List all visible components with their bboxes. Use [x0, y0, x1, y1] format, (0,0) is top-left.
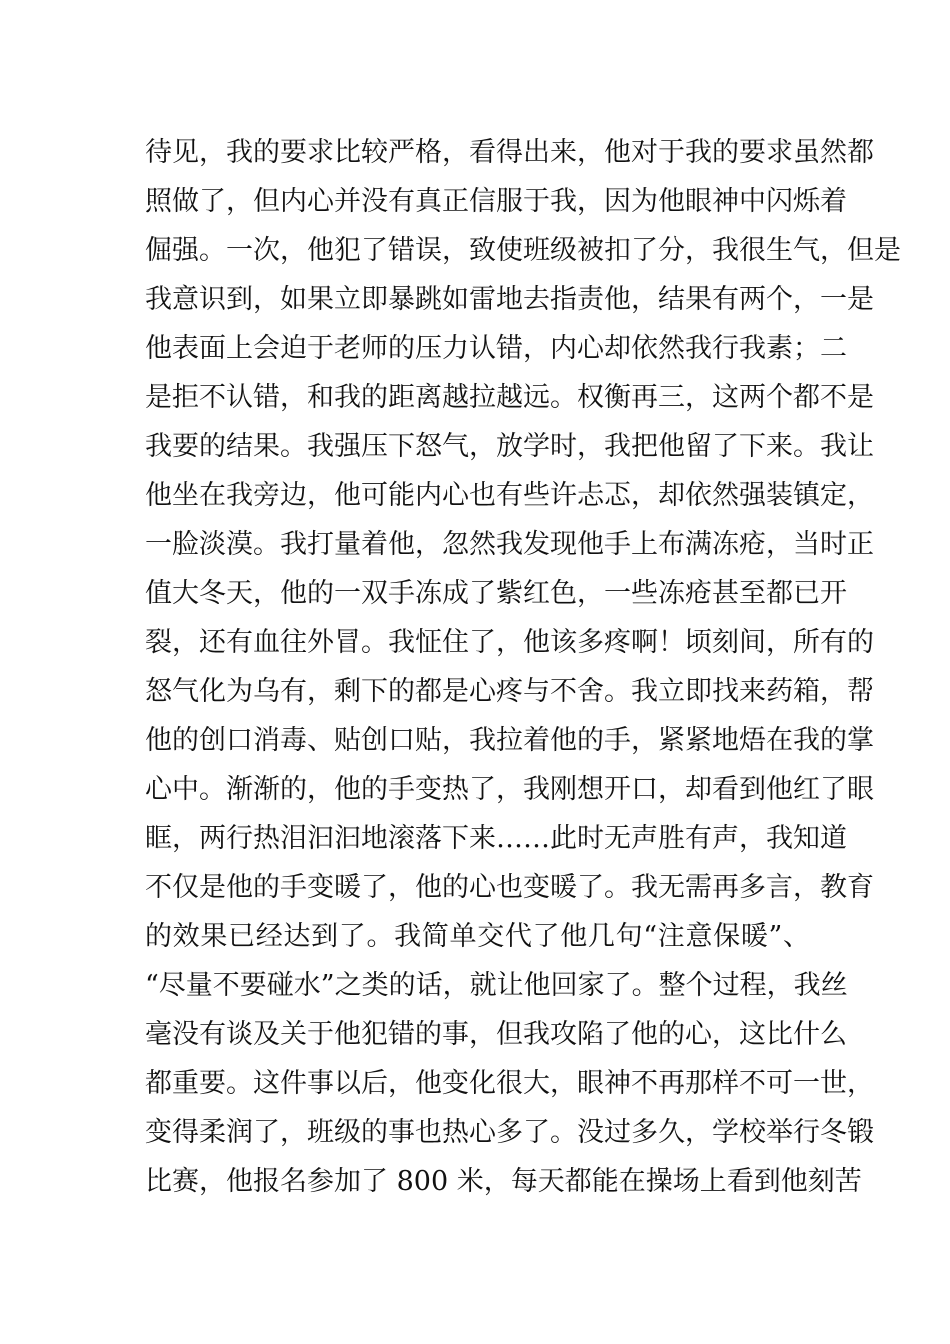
text-line: “尽量不要碰水”之类的话，就让他回家了。整个过程，我丝	[145, 970, 848, 1001]
text-line: 怒气化为乌有，剩下的都是心疼与不舍。我立即找来药箱，帮	[145, 676, 874, 707]
text-line: 是拒不认错，和我的距离越拉越远。权衡再三，这两个都不是	[145, 382, 874, 413]
text-line: 比赛，他报名参加了 800 米，每天都能在操场上看到他刻苦	[145, 1166, 862, 1197]
text-line: 值大冬天，他的一双手冻成了紫红色，一些冻疮甚至都已开	[145, 578, 847, 609]
text-line: 倔强。一次，他犯了错误，致使班级被扣了分，我很生气，但是	[145, 235, 901, 266]
text-line: 毫没有谈及关于他犯错的事，但我攻陷了他的心，这比什么	[145, 1019, 847, 1050]
text-line: 不仅是他的手变暖了，他的心也变暖了。我无需再多言，教育	[145, 872, 874, 903]
text-line: 待见，我的要求比较严格，看得出来，他对于我的要求虽然都	[145, 137, 874, 168]
text-line: 我要的结果。我强压下怒气，放学时，我把他留了下来。我让	[145, 431, 874, 462]
text-line: 都重要。这件事以后，他变化很大，眼神不再那样不可一世，	[145, 1068, 874, 1099]
text-line: 他坐在我旁边，他可能内心也有些许忐忑，却依然强装镇定，	[145, 480, 874, 511]
text-line: 一脸淡漠。我打量着他，忽然我发现他手上布满冻疮，当时正	[145, 529, 874, 560]
text-line: 他的创口消毒、贴创口贴，我拉着他的手，紧紧地焐在我的掌	[145, 725, 874, 756]
text-line: 眶，两行热泪汩汩地滚落下来……此时无声胜有声，我知道	[145, 823, 847, 854]
text-line: 裂，还有血往外冒。我怔住了，他该多疼啊！顷刻间，所有的	[145, 627, 874, 658]
text-line: 的效果已经达到了。我简单交代了他几句“注意保暖”、	[145, 921, 810, 952]
body-text	[145, 128, 901, 1206]
text-line: 他表面上会迫于老师的压力认错，内心却依然我行我素；二	[145, 333, 847, 364]
text-line: 心中。渐渐的，他的手变热了，我刚想开口，却看到他红了眼	[145, 774, 874, 805]
text-line: 我意识到，如果立即暴跳如雷地去指责他，结果有两个，一是	[145, 284, 874, 315]
text-line: 变得柔润了，班级的事也热心多了。没过多久，学校举行冬锻	[145, 1117, 874, 1148]
text-line: 照做了，但内心并没有真正信服于我，因为他眼神中闪烁着	[145, 186, 847, 217]
